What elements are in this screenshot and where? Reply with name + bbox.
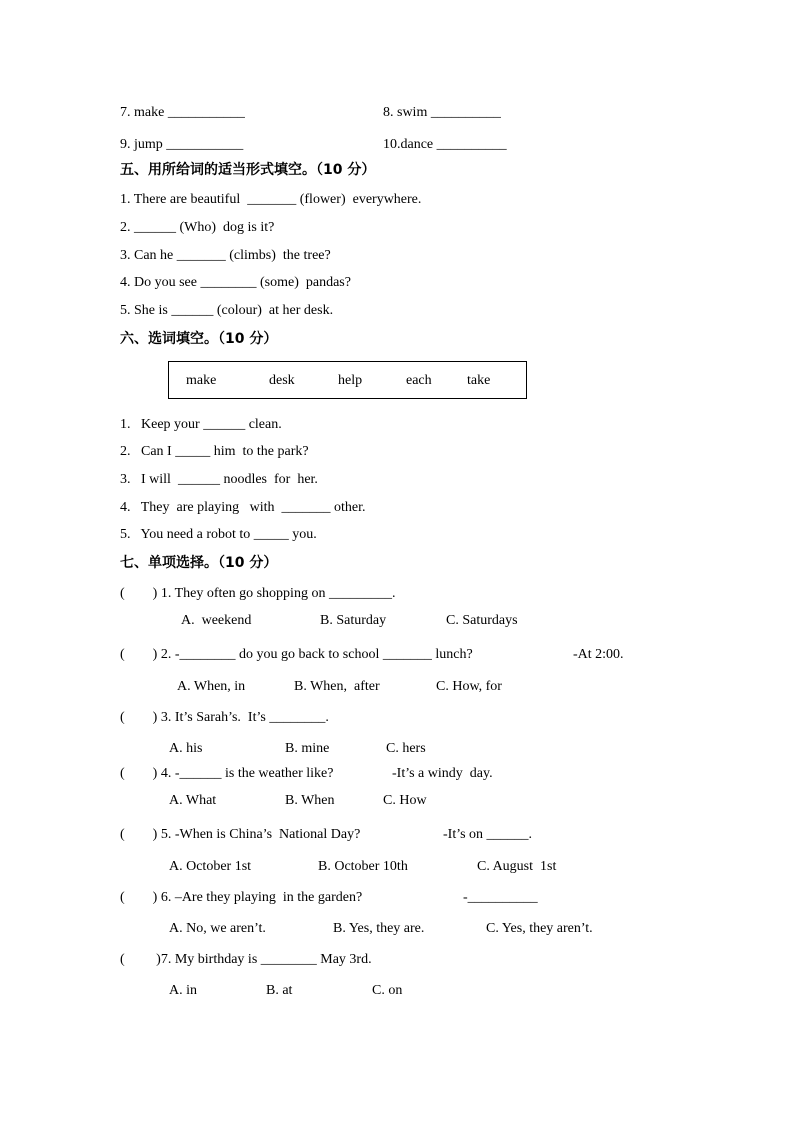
word-desk: desk <box>269 373 295 388</box>
s5-q4: 4. Do you see ________ (some) pandas? <box>120 275 351 290</box>
s7-q1-option-c: C. Saturdays <box>446 613 518 628</box>
s7-q7-option-b: B. at <box>266 983 293 998</box>
section6-heading: 六、选词填空。（10 分） <box>120 331 278 347</box>
s7-q5-option-a: A. October 1st <box>169 859 252 874</box>
q8-swim: 8. swim __________ <box>383 105 501 120</box>
s7-q6-option-b: B. Yes, they are. <box>333 921 425 936</box>
s7-q6-option-a: A. No, we aren’t. <box>169 921 266 936</box>
s7-q5-answer: -It’s on ______. <box>443 827 533 842</box>
s7-q7-option-a: A. in <box>169 983 197 998</box>
s7-q2-answer: -At 2:00. <box>573 647 624 662</box>
q10-dance: 10.dance __________ <box>383 137 507 152</box>
s7-q4-option-b: B. When <box>285 793 335 808</box>
s5-q3: 3. Can he _______ (climbs) the tree? <box>120 248 331 263</box>
s7-q1-option-b: B. Saturday <box>320 613 387 628</box>
section5-heading: 五、用所给词的适当形式填空。（10 分） <box>120 162 376 178</box>
s7-q3-option-b: B. mine <box>285 741 330 756</box>
s7-q2-option-b: B. When, after <box>294 679 380 694</box>
s7-q5-stem: ( ) 5. -When is China’s National Day? <box>120 827 361 842</box>
s5-q2: 2. ______ (Who) dog is it? <box>120 220 275 235</box>
s7-q3-option-a: A. his <box>169 741 203 756</box>
s5-q1: 1. There are beautiful _______ (flower) everywhere. <box>120 192 422 207</box>
s7-q2-stem: ( ) 2. -________ do you go back to school _______ lunch? <box>120 647 473 662</box>
s7-q7-stem: ( )7. My birthday is ________ May 3rd. <box>120 952 372 967</box>
s6-q4: 4. They are playing with _______ other. <box>120 500 366 515</box>
s7-q4-answer: -It’s a windy day. <box>392 766 493 781</box>
q7-make: 7. make ___________ <box>120 105 245 120</box>
s7-q6-answer: -__________ <box>463 890 538 905</box>
word-each: each <box>406 373 432 388</box>
word-make: make <box>186 373 217 388</box>
q9-jump: 9. jump ___________ <box>120 137 244 152</box>
s5-q5: 5. She is ______ (colour) at her desk. <box>120 303 334 318</box>
s7-q6-stem: ( ) 6. –Are they playing in the garden? <box>120 890 363 905</box>
s7-q4-stem: ( ) 4. -______ is the weather like? <box>120 766 334 781</box>
s7-q5-option-c: C. August 1st <box>477 859 557 874</box>
s6-q1: 1. Keep your ______ clean. <box>120 417 282 432</box>
s7-q4-option-a: A. What <box>169 793 217 808</box>
word-help: help <box>338 373 363 388</box>
word-take: take <box>467 373 491 388</box>
s6-q5: 5. You need a robot to _____ you. <box>120 527 317 542</box>
s6-q3: 3. I will ______ noodles for her. <box>120 472 318 487</box>
s7-q2-option-a: A. When, in <box>177 679 246 694</box>
word-bank-box <box>168 361 527 399</box>
s7-q5-option-b: B. October 10th <box>318 859 408 874</box>
s7-q2-option-c: C. How, for <box>436 679 502 694</box>
s7-q4-option-c: C. How <box>383 793 427 808</box>
s6-q2: 2. Can I _____ him to the park? <box>120 444 309 459</box>
s7-q6-option-c: C. Yes, they aren’t. <box>486 921 593 936</box>
s7-q7-option-c: C. on <box>372 983 403 998</box>
s7-q3-stem: ( ) 3. It’s Sarah’s. It’s ________. <box>120 710 329 725</box>
section7-heading: 七、单项选择。（10 分） <box>120 555 278 571</box>
s7-q3-option-c: C. hers <box>386 741 426 756</box>
s7-q1-option-a: A. weekend <box>181 613 252 628</box>
s7-q1-stem: ( ) 1. They often go shopping on _________. <box>120 586 396 601</box>
